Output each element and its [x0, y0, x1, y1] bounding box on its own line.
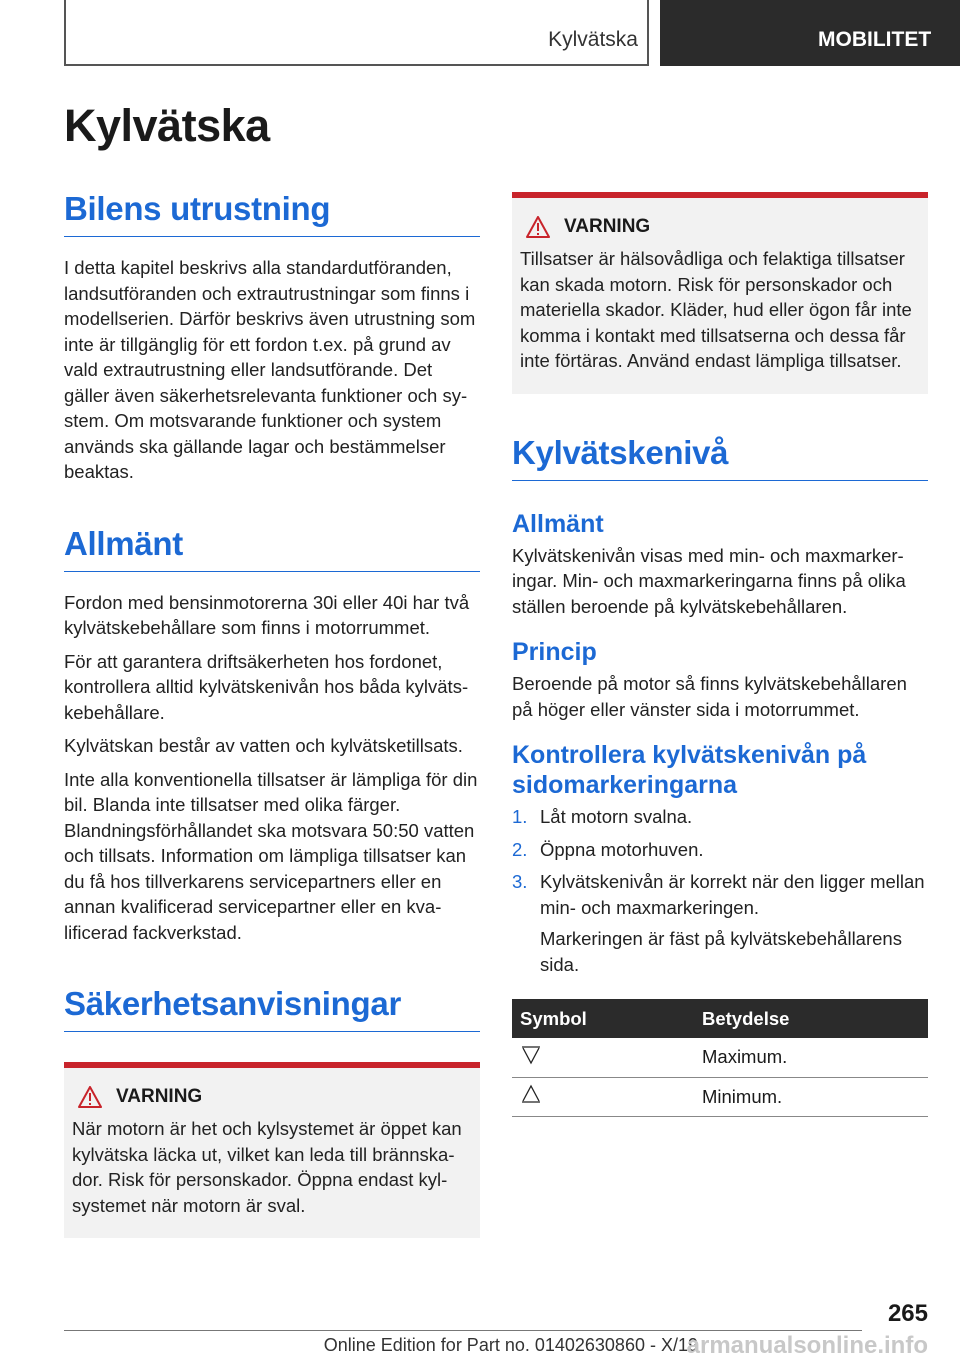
heading-allmant: Allmänt — [64, 525, 480, 572]
edition-text: Online Edition for Part no. 01402630860 - X/19 — [323, 1335, 698, 1355]
steps-list — [512, 804, 928, 920]
warning-box-hot-engine — [64, 1062, 480, 1238]
header-chapter-tab: MOBILITET — [660, 0, 960, 66]
right-column — [512, 192, 928, 1117]
page-header — [0, 0, 960, 66]
table-row — [512, 1038, 928, 1077]
warning-triangle-icon — [526, 216, 550, 238]
step-number: 1. — [512, 806, 528, 827]
step-text: Öppna motorhuven. — [540, 838, 704, 860]
warning-triangle-icon — [78, 1086, 102, 1108]
paragraph-allmant-4: Inte alla konventionella tillsatser är lämpliga för din bil. Blanda inte tillsatser med olika färger. Blandningsförhållandet ska motsvara 50:50 vatten och tillsats. Information om lämpliga tillsatser kan du få hos tillverkarens servicepartners eller en annan kvalificerad servicepartner eller en kvalificerad fackverkstad. — [64, 768, 478, 943]
warning-text: Tillsatser är hälsovådliga och felaktiga tillsatser kan skada motorn. Risk för personskador och materiella skador. Kläder, hud eller ögon får inte komma i kontakt med tillsatserna och dessa får inte förtäras. Använd endast lämpliga tillsatser. — [520, 248, 912, 371]
watermark-site: armanualsonline.info — [686, 1332, 928, 1359]
list-item — [512, 804, 928, 830]
meaning-cell: Minimum. — [694, 1077, 928, 1116]
meaning-cell: Maximum. — [694, 1038, 928, 1077]
warning-box-additives — [512, 192, 928, 394]
symbol-cell — [512, 1077, 694, 1116]
paragraph-utrustning: I detta kapitel beskrivs alla standardutföranden, landsutföranden och extrautrustningar som finns i modellserien. Därför beskrivs även utrustning som inte är tillgänglig för ett fordon t.ex. på grund av vald extrautrustning eller landsutförande. Det gäller även säkerhetsrelevanta funktioner och system. Om motsvarande funktioner och system används ska gällande lagar och bestämmelser beaktas. — [64, 257, 476, 482]
warning-label: VARNING — [116, 1086, 203, 1107]
min-marker-icon — [520, 1084, 542, 1104]
list-item — [512, 837, 928, 863]
paragraph-allmant-1: Fordon med bensinmotorerna 30i eller 40i har två kylvätskebehållare som finns i motorrummet. — [64, 591, 470, 638]
page-title: Kylvätska — [64, 100, 270, 151]
heading-bilens-utrustning: Bilens utrustning — [64, 190, 480, 237]
subheading-kontrollera: Kontrollera kylvätskenivån på sidomarkeringarna — [512, 741, 867, 799]
table-header-row — [512, 999, 928, 1038]
heading-sakerhetsanvisningar: Säkerhetsanvisningar — [64, 985, 480, 1032]
step-text: Låt motorn svalna. — [540, 806, 693, 827]
warning-header — [520, 216, 920, 238]
step-note: Markeringen är fäst på kylvätskebehållarens sida. — [540, 928, 902, 975]
paragraph-allmant-3: Kylvätskan består av vatten och kylvätsketillsats. — [64, 735, 463, 756]
header-section-title: Kylvätska — [548, 28, 638, 51]
column-header-symbol: Symbol — [512, 999, 694, 1038]
warning-header — [72, 1086, 472, 1108]
symbol-table — [512, 999, 928, 1117]
step-text: Kylvätskenivån är korrekt när den ligger mellan min- och maxmarkeringen. — [540, 871, 925, 918]
footer-divider — [64, 1330, 862, 1331]
subheading-princip: Princip — [512, 638, 597, 666]
heading-kylvatskeniva: Kylvätskenivå — [512, 434, 928, 481]
list-item — [512, 869, 928, 920]
left-column — [64, 190, 480, 1238]
step-number: 3. — [512, 871, 528, 892]
warning-label: VARNING — [564, 216, 651, 237]
paragraph-allmant: Kylvätskenivån visas med min- och maxmarkeringar. Min- och maxmarkeringarna finns på olika ställen beroende på kylvätskebehållaren. — [512, 544, 906, 617]
column-header-betydelse: Betydelse — [694, 999, 928, 1038]
table-row — [512, 1077, 928, 1116]
max-marker-icon — [520, 1045, 542, 1065]
step-number: 2. — [512, 838, 528, 860]
subheading-allmant: Allmänt — [512, 509, 604, 538]
symbol-cell — [512, 1038, 694, 1077]
page-number: 265 — [887, 1300, 928, 1327]
paragraph-princip: Beroende på motor så finns kylvätskebehållaren på höger eller vänster sida i motorrummet. — [512, 673, 907, 720]
warning-text: När motorn är het och kylsystemet är öppet kan kylvätska läcka ut, vilket kan leda till brännskador. Risk för personskador. Öppna endast kylsystemet när motorn är sval. — [72, 1118, 462, 1216]
paragraph-allmant-2: För att garantera driftsäkerheten hos fordonet, kontrollera alltid kylvätskenivån hos båda kylvätskebehållare. — [64, 650, 469, 723]
